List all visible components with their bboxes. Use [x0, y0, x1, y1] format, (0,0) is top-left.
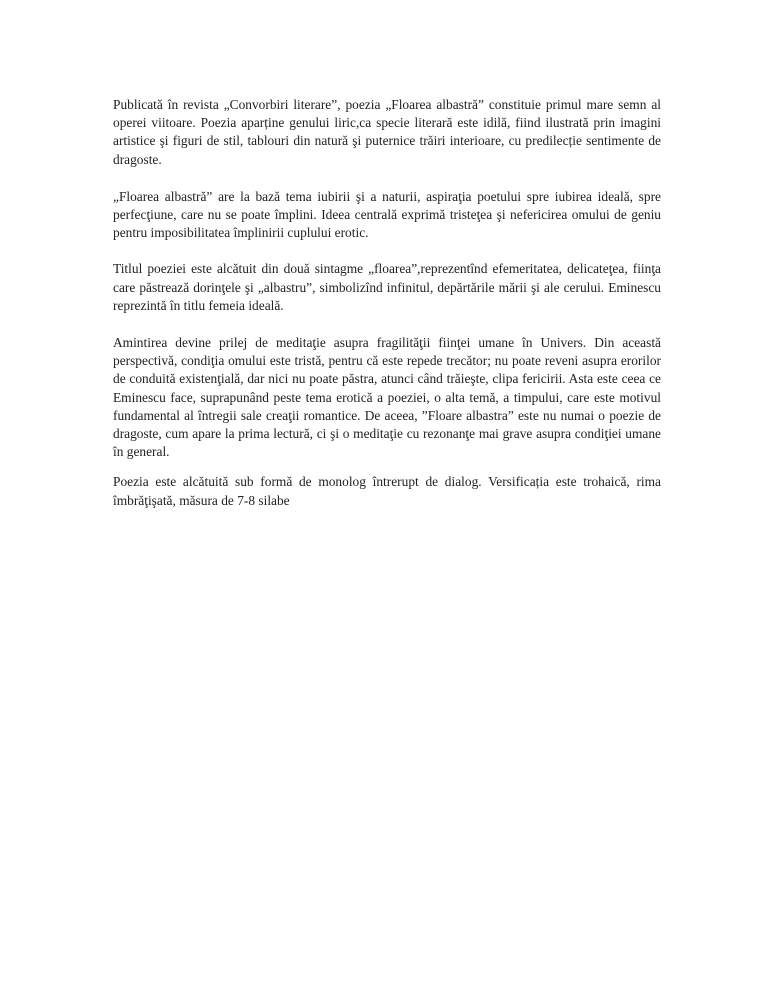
document-body: [113, 96, 661, 510]
paragraph-meditation: Amintirea devine prilej de meditaţie asupra fragilităţii fiinţei umane în Univers. Din această perspectivă, condiţia omului este tristă, pentru că este repede trecător; nu poate reveni asupra erorilor de conduită existenţială, dar nici nu poate păstra, atunci când trăieşte, clipa fericirii. Asta este ceea ce Eminescu face, suprapunând peste tema erotică a poeziei, o alta temă, a timpului, care este motivul fundamental al întregii sale creaţii romantice. De aceea, ”Floare albastra” este nu numai o poezie de dragoste, cum apare la prima lectură, ci şi o meditaţie cu rezonanţe mai grave asupra condiţiei umane în general.: [113, 335, 661, 460]
paragraph-intro: Publicată în revista „Convorbiri literare”, poezia „Floarea albastră” constituie primul mare semn al operei viitoare. Poezia aparține genului liric,ca specie literară este idilă, fiind ilustrată prin imagini artistice şi figuri de stil, tablouri din natură şi puternice trăiri interioare, cu predilecție sentimente de dragoste.: [113, 97, 661, 167]
paragraph-versification: Poezia este alcătuită sub formă de monolog întrerupt de dialog. Versificația este trohaică, rima îmbrăţişată, măsura de 7-8 silabe: [113, 474, 661, 508]
paragraph-title: Titlul poeziei este alcătuit din două sintagme „floarea”,reprezentînd efemeritatea, delicateţea, fiinţa care păstrează dorinţele şi „albastru”, simbolizînd infinitul, depărtările mării şi ale cerului. Eminescu reprezintă în titlu femeia ideală.: [113, 261, 661, 313]
paragraph-theme: „Floarea albastră” are la bază tema iubirii şi a naturii, aspiraţia poetului spre iubirea ideală, spre perfecţiune, care nu se poate împlini. Ideea centrală exprimă tristeţea şi nefericirea omului de geniu pentru imposibilitatea împlinirii cuplului erotic.: [113, 188, 661, 241]
